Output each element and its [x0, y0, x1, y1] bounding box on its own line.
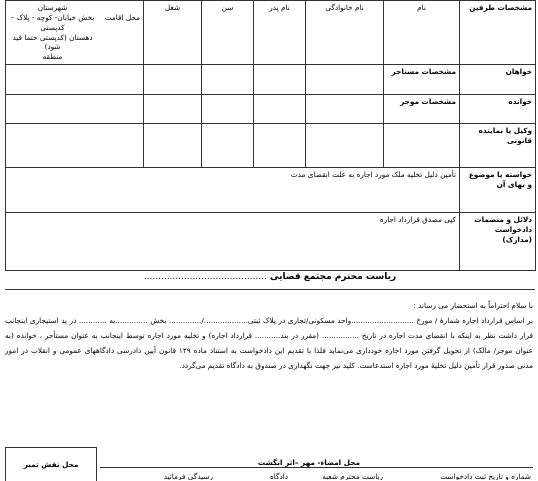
header-specs: مشخصات طرفین	[460, 1, 536, 65]
greeting-text: با سلام احتراماً به استحضار می رساند :	[413, 301, 533, 310]
heading-divider	[5, 289, 535, 290]
defendant-specs: مشخصات موجر	[384, 95, 460, 124]
attorney-father-cell[interactable]	[254, 124, 306, 168]
header-name: نام	[384, 1, 460, 65]
attorney-label: وکیل یا نماینده قانونی	[460, 124, 536, 168]
attorney-family-cell[interactable]	[306, 124, 384, 168]
court-heading-title: ریاست محترم مجتمع قضایی	[269, 272, 397, 282]
header-address	[6, 1, 144, 65]
defendant-address-cell[interactable]	[6, 95, 144, 124]
defendant-age-cell[interactable]	[202, 95, 254, 124]
attorney-row	[6, 124, 536, 168]
plaintiff-family-cell[interactable]	[306, 65, 384, 95]
court-label: دادگاه	[269, 472, 288, 480]
stamp-label: محل نقش تمبر	[23, 460, 79, 469]
claim-row	[6, 168, 536, 213]
attorney-address-cell[interactable]	[6, 124, 144, 168]
attorney-name-cell[interactable]	[384, 124, 460, 168]
plaintiff-row	[6, 65, 536, 95]
header-residence: محل اقامت	[104, 13, 140, 22]
petition-paragraph: بر اساس قرارداد اجاره شمارهٔ / مورخ ...........................واحد مسکونی/تجاری در پلاک ثبتی.................../.............. بخش ..............به ............ در ید استیجاری اینجانب قرار داشت نظر به اینکه با انقضای مدت اجاره در تاریخ ................ (مقرر در بند........... قرارداد اجاره) و تخلیه مورد اجاره توسط اینجانب به عنوان مستأجر ، خوانده (به عنوان موجر/ مالک) از تحویل گرفتن مورد اجاره خودداری می‌نماید فلذا با تقدیم این دادخواست به استناد ماده ۱۴۹ قانون آیین دادرسی دادگاههای عمومی و انقلاب در امور مدنی صدور قرار تأمین دلیل تخلیهٔ مورد اجاره استدعاست. کلید نیز جهت نگهداری در صندوق به دادگاه تقدیم می‌گردد.	[5, 316, 533, 370]
defendant-job-cell[interactable]	[144, 95, 202, 124]
header-age: سن	[202, 1, 254, 65]
evidence-row	[6, 213, 536, 271]
table-header-row	[6, 1, 536, 65]
registration-label: شماره و تاریخ ثبت دادخواست	[440, 472, 531, 480]
defendant-family-cell[interactable]	[306, 95, 384, 124]
header-address-line4: منطقه	[42, 52, 63, 62]
plaintiff-address-cell[interactable]	[6, 65, 144, 95]
header-address-line1: شهرستان	[37, 3, 68, 12]
header-address-line3: دهستان (کدپستی حتما قید شود)	[12, 32, 93, 52]
plaintiff-job-cell[interactable]	[144, 65, 202, 95]
court-heading-dots: ...........................................	[143, 272, 267, 282]
footer-divider	[100, 467, 533, 468]
header-family: نام خانوادگی	[306, 1, 384, 65]
footer-partial-row	[100, 471, 533, 480]
stamp-box	[5, 447, 97, 481]
parties-table	[5, 0, 536, 271]
review-label: رسیدگی فرمائید	[163, 472, 213, 480]
evidence-label: دلائل و منضمات دادخواست (مدارک)	[460, 213, 536, 271]
defendant-row	[6, 95, 536, 124]
plaintiff-specs: مشخصات مستاجر	[384, 65, 460, 95]
branch-label: ریاست محترم شعبه	[322, 472, 383, 480]
petition-body	[5, 298, 533, 373]
attorney-age-cell[interactable]	[202, 124, 254, 168]
evidence-value[interactable]: کپی مصدق قرارداد اجاره	[6, 213, 460, 271]
plaintiff-label: خواهان	[460, 65, 536, 95]
header-job: شغل	[144, 1, 202, 65]
claim-label: خواسته یا موضوع و بهای آن	[460, 168, 536, 213]
court-heading	[5, 272, 535, 282]
plaintiff-age-cell[interactable]	[202, 65, 254, 95]
attorney-job-cell[interactable]	[144, 124, 202, 168]
plaintiff-father-cell[interactable]	[254, 65, 306, 95]
header-address-line2: بخش خیابان- کوچه - پلاک – کدپستی	[10, 12, 95, 32]
claim-value[interactable]: تأمین دلیل تخلیه ملک مورد اجاره به علت انقضای مدت	[6, 168, 460, 213]
header-father: نام پدر	[254, 1, 306, 65]
defendant-father-cell[interactable]	[254, 95, 306, 124]
signature-label: محل امضاء- مهر –اثر انگشت	[257, 458, 360, 467]
defendant-label: خوانده	[460, 95, 536, 124]
